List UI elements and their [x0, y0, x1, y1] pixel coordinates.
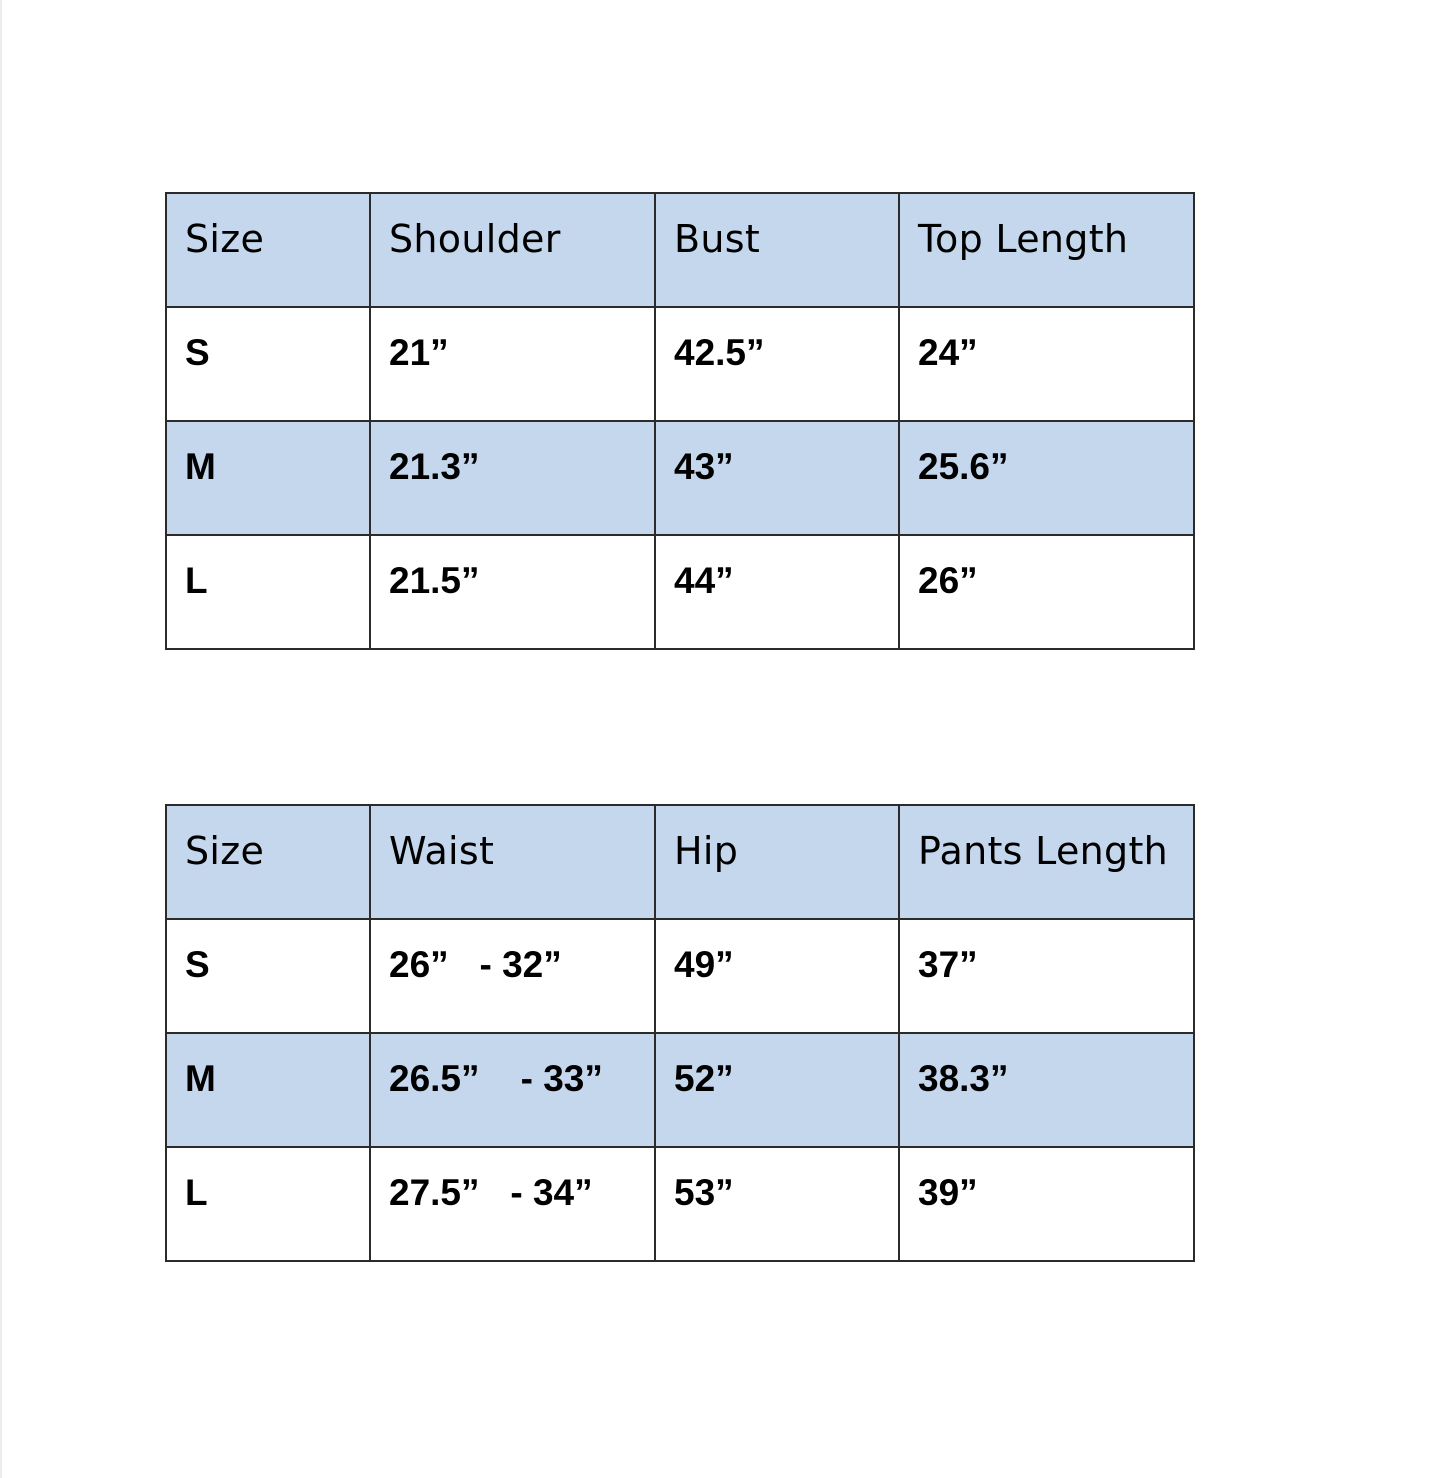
waist-cell — [370, 1033, 655, 1147]
table-header-row — [166, 805, 1194, 919]
page-edge — [0, 0, 2, 1478]
waist-cell — [370, 919, 655, 1033]
top-length-cell — [899, 307, 1194, 421]
header-cell-waist — [370, 805, 655, 919]
header-label: Bust — [674, 217, 761, 261]
cell-value: S — [185, 332, 210, 373]
tops-size-table — [165, 192, 1195, 650]
cell-value: 26” — [918, 560, 978, 601]
bust-cell — [655, 421, 899, 535]
cell-value: 21” — [389, 332, 449, 373]
cell-value: M — [185, 446, 216, 487]
table-header-row — [166, 193, 1194, 307]
header-cell-bust — [655, 193, 899, 307]
table-row — [166, 1033, 1194, 1147]
table-row — [166, 421, 1194, 535]
header-label: Shoulder — [389, 217, 561, 261]
size-cell — [166, 1147, 370, 1261]
cell-value: 25.6” — [918, 446, 1009, 487]
table-row — [166, 535, 1194, 649]
cell-value: 24” — [918, 332, 978, 373]
cell-value: 37” — [918, 944, 978, 985]
cell-value: 49” — [674, 944, 734, 985]
cell-value: 44” — [674, 560, 734, 601]
cell-value: 26.5” - 33” — [389, 1058, 603, 1099]
bust-cell — [655, 535, 899, 649]
cell-value: 27.5” - 34” — [389, 1172, 593, 1213]
cell-value: 26” - 32” — [389, 944, 562, 985]
header-cell-size — [166, 193, 370, 307]
header-cell-shoulder — [370, 193, 655, 307]
size-cell — [166, 535, 370, 649]
bust-cell — [655, 307, 899, 421]
header-cell-size — [166, 805, 370, 919]
header-label: Pants Length — [918, 829, 1169, 873]
pants-length-cell — [899, 919, 1194, 1033]
cell-value: 53” — [674, 1172, 734, 1213]
cell-value: 42.5” — [674, 332, 765, 373]
size-cell — [166, 307, 370, 421]
size-cell — [166, 421, 370, 535]
header-cell-hip — [655, 805, 899, 919]
cell-value: 39” — [918, 1172, 978, 1213]
header-cell-pants-length — [899, 805, 1194, 919]
table-row — [166, 1147, 1194, 1261]
hip-cell — [655, 1147, 899, 1261]
table-row — [166, 919, 1194, 1033]
cell-value: 38.3” — [918, 1058, 1009, 1099]
size-cell — [166, 1033, 370, 1147]
header-label: Top Length — [918, 217, 1129, 261]
cell-value: 21.3” — [389, 446, 480, 487]
cell-value: 52” — [674, 1058, 734, 1099]
cell-value: M — [185, 1058, 216, 1099]
top-length-cell — [899, 535, 1194, 649]
header-cell-top-length — [899, 193, 1194, 307]
pants-length-cell — [899, 1033, 1194, 1147]
cell-value: L — [185, 1172, 208, 1213]
header-label: Size — [185, 217, 265, 261]
hip-cell — [655, 1033, 899, 1147]
waist-cell — [370, 1147, 655, 1261]
hip-cell — [655, 919, 899, 1033]
cell-value: 43” — [674, 446, 734, 487]
size-cell — [166, 919, 370, 1033]
cell-value: L — [185, 560, 208, 601]
header-label: Size — [185, 829, 265, 873]
cell-value: 21.5” — [389, 560, 480, 601]
header-label: Hip — [674, 829, 739, 873]
table-row — [166, 307, 1194, 421]
pants-length-cell — [899, 1147, 1194, 1261]
header-label: Waist — [389, 829, 495, 873]
top-length-cell — [899, 421, 1194, 535]
shoulder-cell — [370, 421, 655, 535]
shoulder-cell — [370, 535, 655, 649]
cell-value: S — [185, 944, 210, 985]
shoulder-cell — [370, 307, 655, 421]
pants-size-table — [165, 804, 1195, 1262]
